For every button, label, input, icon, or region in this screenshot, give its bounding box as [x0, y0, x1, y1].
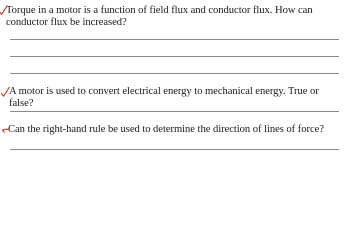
- question-1-text: Torque in a motor is a function of field flux and conductor flux. How can conductor flux be increased?: [6, 5, 313, 28]
- answer-line[interactable]: [10, 111, 339, 112]
- question-1: [4, 5, 342, 29]
- question-3: [4, 124, 342, 136]
- question-2: [4, 86, 342, 110]
- question-2-text: A motor is used to convert electrical energy to mechanical energy. True or false?: [9, 86, 319, 109]
- question-3-text: Can the right-hand rule be used to determine the direction of lines of force?: [8, 124, 324, 135]
- answer-line[interactable]: [10, 39, 339, 40]
- red-check-mark-icon: [1, 86, 10, 98]
- answer-line[interactable]: [10, 56, 339, 57]
- red-check-mark-icon: [0, 5, 8, 17]
- red-check-mark-icon: [2, 124, 11, 136]
- answer-line[interactable]: [10, 149, 339, 150]
- answer-line[interactable]: [10, 73, 339, 74]
